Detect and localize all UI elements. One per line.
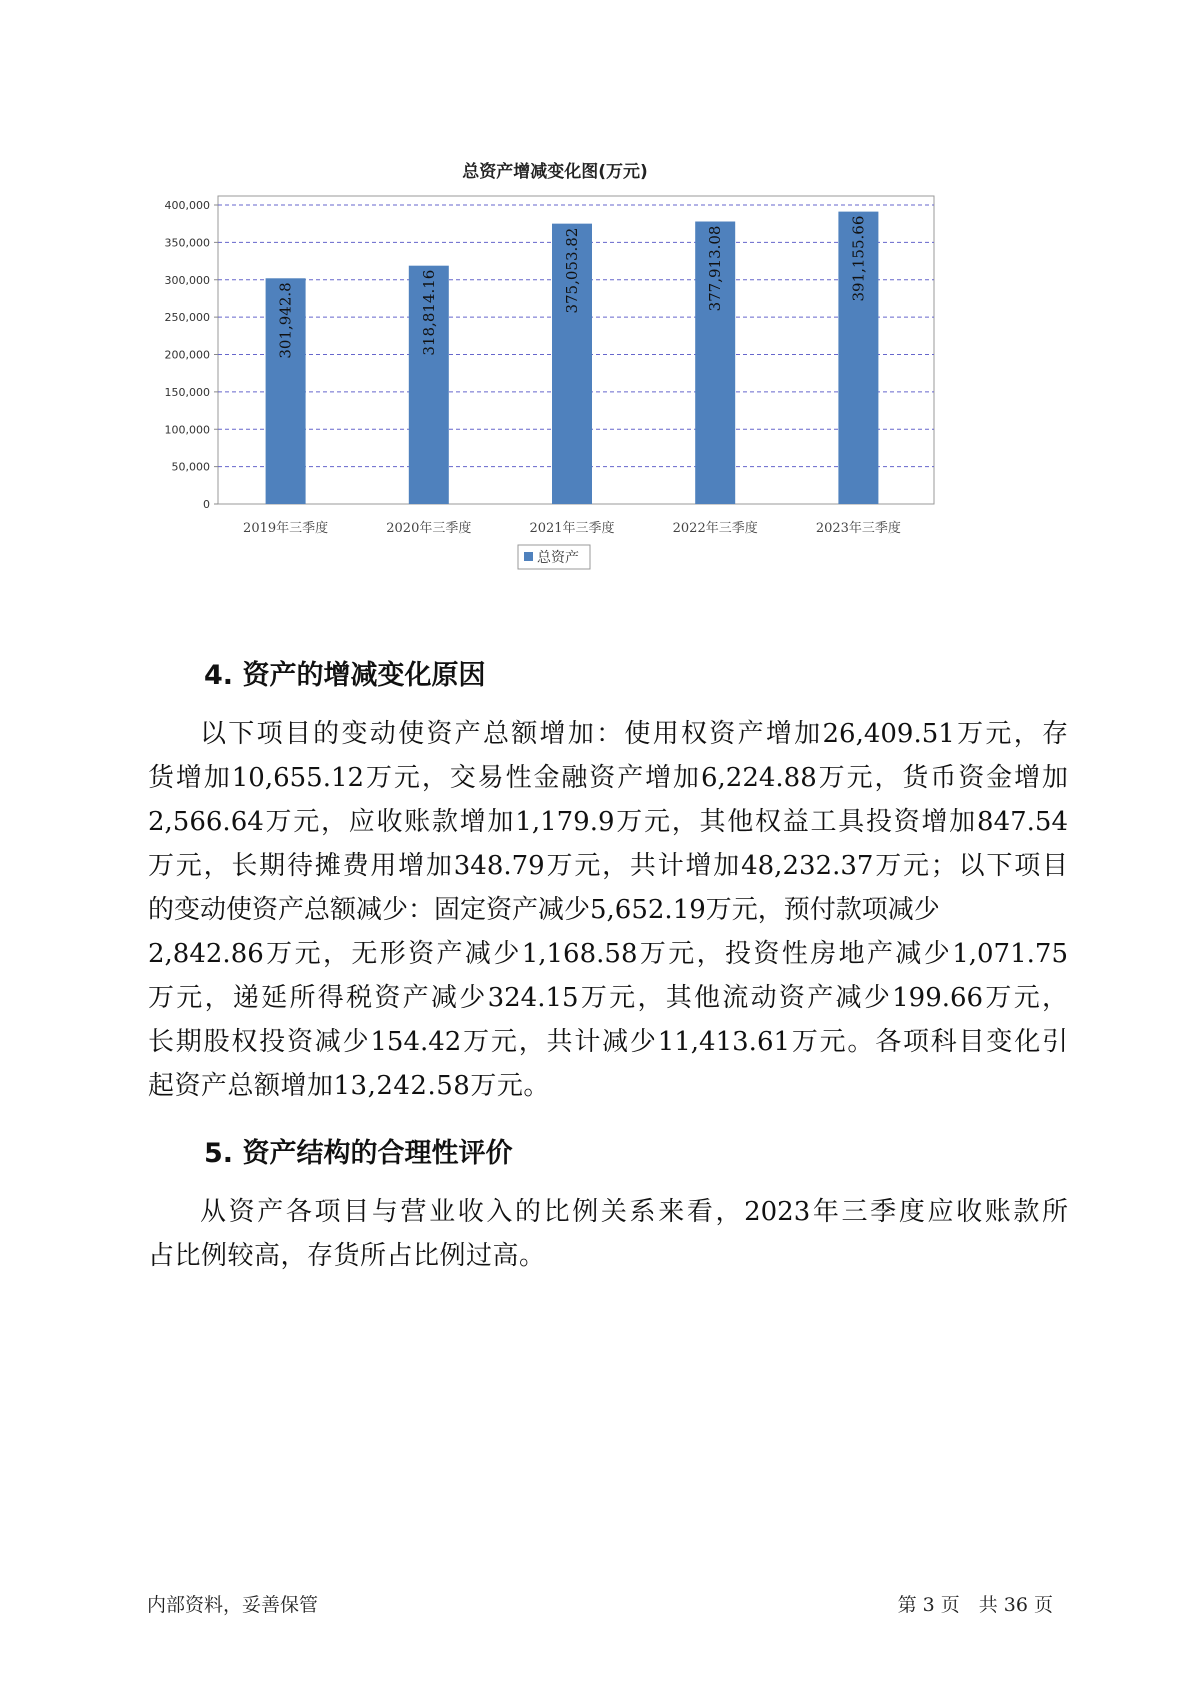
legend <box>518 545 590 569</box>
legend-swatch <box>524 552 533 561</box>
paragraph-line: 万元，长期待摊费用增加348.79万元，共计增加48,232.37万元；以下项目 <box>148 851 1068 881</box>
bar-data-label: 318,814.16 <box>419 269 438 356</box>
bar-data-label: 377,913.08 <box>706 225 725 312</box>
y-tick-label: 250,000 <box>164 311 210 325</box>
x-category-label: 2023年三季度 <box>815 521 901 536</box>
paragraph-line: 长期股权投资减少154.42万元，共计减少11,413.61万元。各项科目变化引 <box>148 1027 1068 1057</box>
y-tick-label: 0 <box>203 498 210 511</box>
paragraph-line: 的变动使资产总额减少：固定资产减少5,652.19万元，预付款项减少 <box>148 895 940 925</box>
x-category-label: 2022年三季度 <box>672 521 758 536</box>
section-4-heading: 4. 资产的增减变化原因 <box>204 660 486 691</box>
section-5-paragraph <box>148 1190 1068 1278</box>
section-5-heading: 5. 资产结构的合理性评价 <box>204 1138 513 1169</box>
y-axis-ticks <box>165 199 219 511</box>
paragraph-line: 以下项目的变动使资产总额增加：使用权资产增加26,409.51万元，存 <box>200 719 1068 749</box>
paragraph-line: 万元，递延所得税资产减少324.15万元，其他流动资产减少199.66万元， <box>148 983 1068 1013</box>
x-category-label: 2019年三季度 <box>243 521 329 536</box>
y-tick-label: 200,000 <box>164 348 210 362</box>
paragraph-line: 2,842.86万元，无形资产减少1,168.58万元，投资性房地产减少1,071.75 <box>148 939 1068 969</box>
section-4-paragraph <box>148 712 1068 1108</box>
y-tick-label: 50,000 <box>171 460 210 474</box>
paragraph-line: 从资产各项目与营业收入的比例关系来看，2023年三季度应收账款所 <box>200 1197 1068 1227</box>
y-tick-label: 100,000 <box>164 423 210 437</box>
paragraph-line: 货增加10,655.12万元，交易性金融资产增加6,224.88万元，货币资金增加 <box>148 763 1068 793</box>
paragraph-line: 2,566.64万元，应收账款增加1,179.9万元，其他权益工具投资增加847.54 <box>148 807 1068 837</box>
x-category-label: 2020年三季度 <box>386 521 472 536</box>
bar-data-label: 391,155.66 <box>849 215 868 302</box>
y-tick-label: 400,000 <box>164 199 210 212</box>
x-axis-labels <box>243 520 901 536</box>
y-tick-label: 350,000 <box>164 236 210 250</box>
legend-label: 总资产 <box>537 550 579 566</box>
y-tick-label: 150,000 <box>164 385 210 399</box>
paragraph-line: 起资产总额增加13,242.58万元。 <box>148 1071 550 1101</box>
bar-data-label: 375,053.82 <box>563 227 581 314</box>
total-assets-chart <box>160 162 1020 622</box>
footer-page-number: 第 3 页 共 36 页 <box>897 1594 1053 1616</box>
bar-data-label: 301,942.8 <box>276 282 295 359</box>
x-category-label: 2021年三季度 <box>529 521 615 536</box>
footer-confidential-note: 内部资料，妥善保管 <box>147 1594 319 1616</box>
chart-svg <box>160 162 1020 622</box>
paragraph-line: 占比例较高，存货所占比例过高。 <box>148 1241 546 1271</box>
y-tick-label: 300,000 <box>164 273 210 287</box>
chart-title: 总资产增减变化图(万元) <box>462 162 648 182</box>
